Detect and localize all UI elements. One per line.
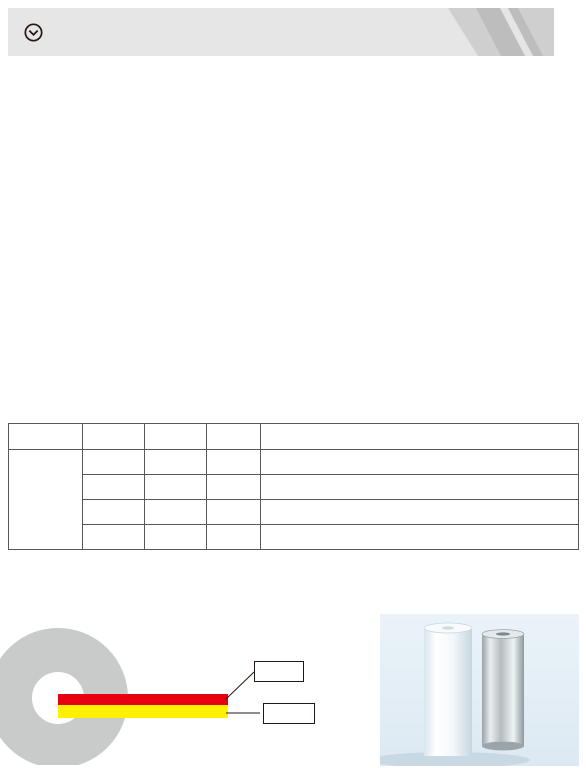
white-film-roll — [424, 628, 472, 756]
table-row — [9, 500, 579, 525]
base-film-layer — [58, 705, 228, 718]
table-row — [9, 450, 579, 475]
leveling-leader-line — [226, 672, 254, 699]
use-cell — [261, 500, 579, 525]
appearance-cell — [207, 475, 261, 500]
banner-decoration — [8, 8, 554, 56]
use-cell — [261, 525, 579, 550]
header-series — [9, 424, 83, 450]
thickness-cell — [83, 475, 145, 500]
chevron-down-circle-icon — [24, 23, 43, 42]
header-thickness — [83, 424, 145, 450]
product-photo — [380, 614, 579, 766]
base-film-tag — [263, 703, 315, 724]
spec-table — [8, 423, 579, 550]
structure-diagram — [0, 605, 360, 765]
series-cell — [9, 450, 83, 550]
header-name — [145, 424, 207, 450]
appearance-cell — [207, 525, 261, 550]
appearance-cell — [207, 450, 261, 475]
name-cell — [145, 450, 207, 475]
leveling-layer — [58, 694, 228, 705]
name-cell — [145, 475, 207, 500]
use-cell — [261, 475, 579, 500]
thickness-cell — [83, 450, 145, 475]
table-row — [9, 475, 579, 500]
name-cell — [145, 500, 207, 525]
header-appearance — [207, 424, 261, 450]
header-use — [261, 424, 579, 450]
usage-paragraph — [8, 139, 580, 163]
appearance-cell — [207, 500, 261, 525]
leveling-layer-tag — [254, 661, 304, 682]
table-row — [9, 525, 579, 550]
clear-film-roll — [482, 634, 524, 746]
thickness-cell — [83, 500, 145, 525]
product-photo-image — [380, 614, 579, 766]
use-cell — [261, 450, 579, 475]
thickness-cell — [83, 525, 145, 550]
page-banner — [8, 8, 554, 56]
table-header-row — [9, 424, 579, 450]
name-cell — [145, 525, 207, 550]
